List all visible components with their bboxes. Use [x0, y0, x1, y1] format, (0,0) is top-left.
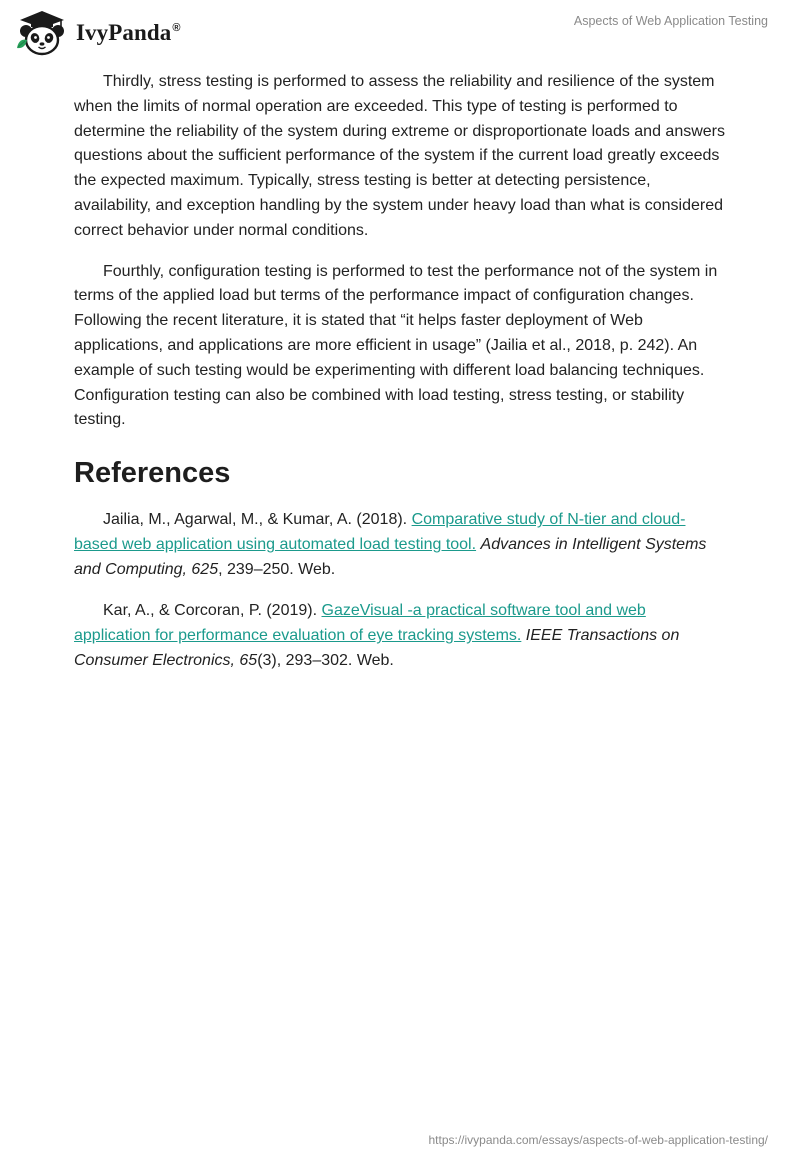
reference-link[interactable]: Comparative study of N-tier and cloud-based web application using automated load testing tool.: [74, 511, 686, 554]
reference-pages: , 239–250. Web.: [218, 561, 336, 579]
reference-pages: (3), 293–302. Web.: [257, 652, 394, 670]
paragraph-stress-testing: Thirdly, stress testing is performed to assess the reliability and resilience of the system when the limits of normal operation are exceeded. This type of testing is performed to determine the reliability of the system during extreme or disproportionate loads and answers questions about the sufficient performance of the system if the current load greatly exceeds the expected maximum. Typically, stress testing is better at detecting persistence, availability, and exception handling by the system under heavy load than what is considered correct behavior under normal conditions.: [74, 73, 725, 239]
document-title: Aspects of Web Application Testing: [573, 14, 768, 28]
footer-source-url[interactable]: https://ivypanda.com/essays/aspects-of-web-application-testing/: [428, 1133, 768, 1147]
essay-body: [74, 70, 726, 689]
references-heading: References: [74, 457, 231, 490]
reference-link[interactable]: GazeVisual -a practical software tool and web application for performance evaluation of eye tracking systems.: [74, 602, 646, 645]
page-header: [0, 0, 800, 64]
reference-journal: IEEE Transactions on Consumer Electronics, 65: [74, 627, 680, 670]
registered-mark: ®: [172, 22, 181, 35]
brand-name: IvyPanda®: [76, 20, 181, 45]
reference-authors: Kar, A., & Corcoran, P. (2019).: [103, 602, 318, 620]
ivypanda-logo[interactable]: [14, 8, 181, 58]
panda-mascot-icon: [14, 8, 70, 58]
reference-authors: Jailia, M., Agarwal, M., & Kumar, A. (2018).: [103, 511, 408, 529]
paragraph-configuration-testing: Fourthly, configuration testing is performed to test the performance not of the system in terms of the applied load but terms of the performance impact of configuration changes. Following the recent literature, it is stated that “it helps faster deployment of Web applications, and applications are more efficient in usage” (Jailia et al., 2018, p. 242). An example of such testing would be experimenting with different load balancing techniques. Configuration testing can also be combined with load testing, stress testing, or stability testing.: [74, 262, 718, 429]
reference-item: [74, 598, 726, 673]
reference-journal: Advances in Intelligent Systems and Computing, 625: [74, 536, 707, 579]
reference-item: [74, 507, 726, 582]
